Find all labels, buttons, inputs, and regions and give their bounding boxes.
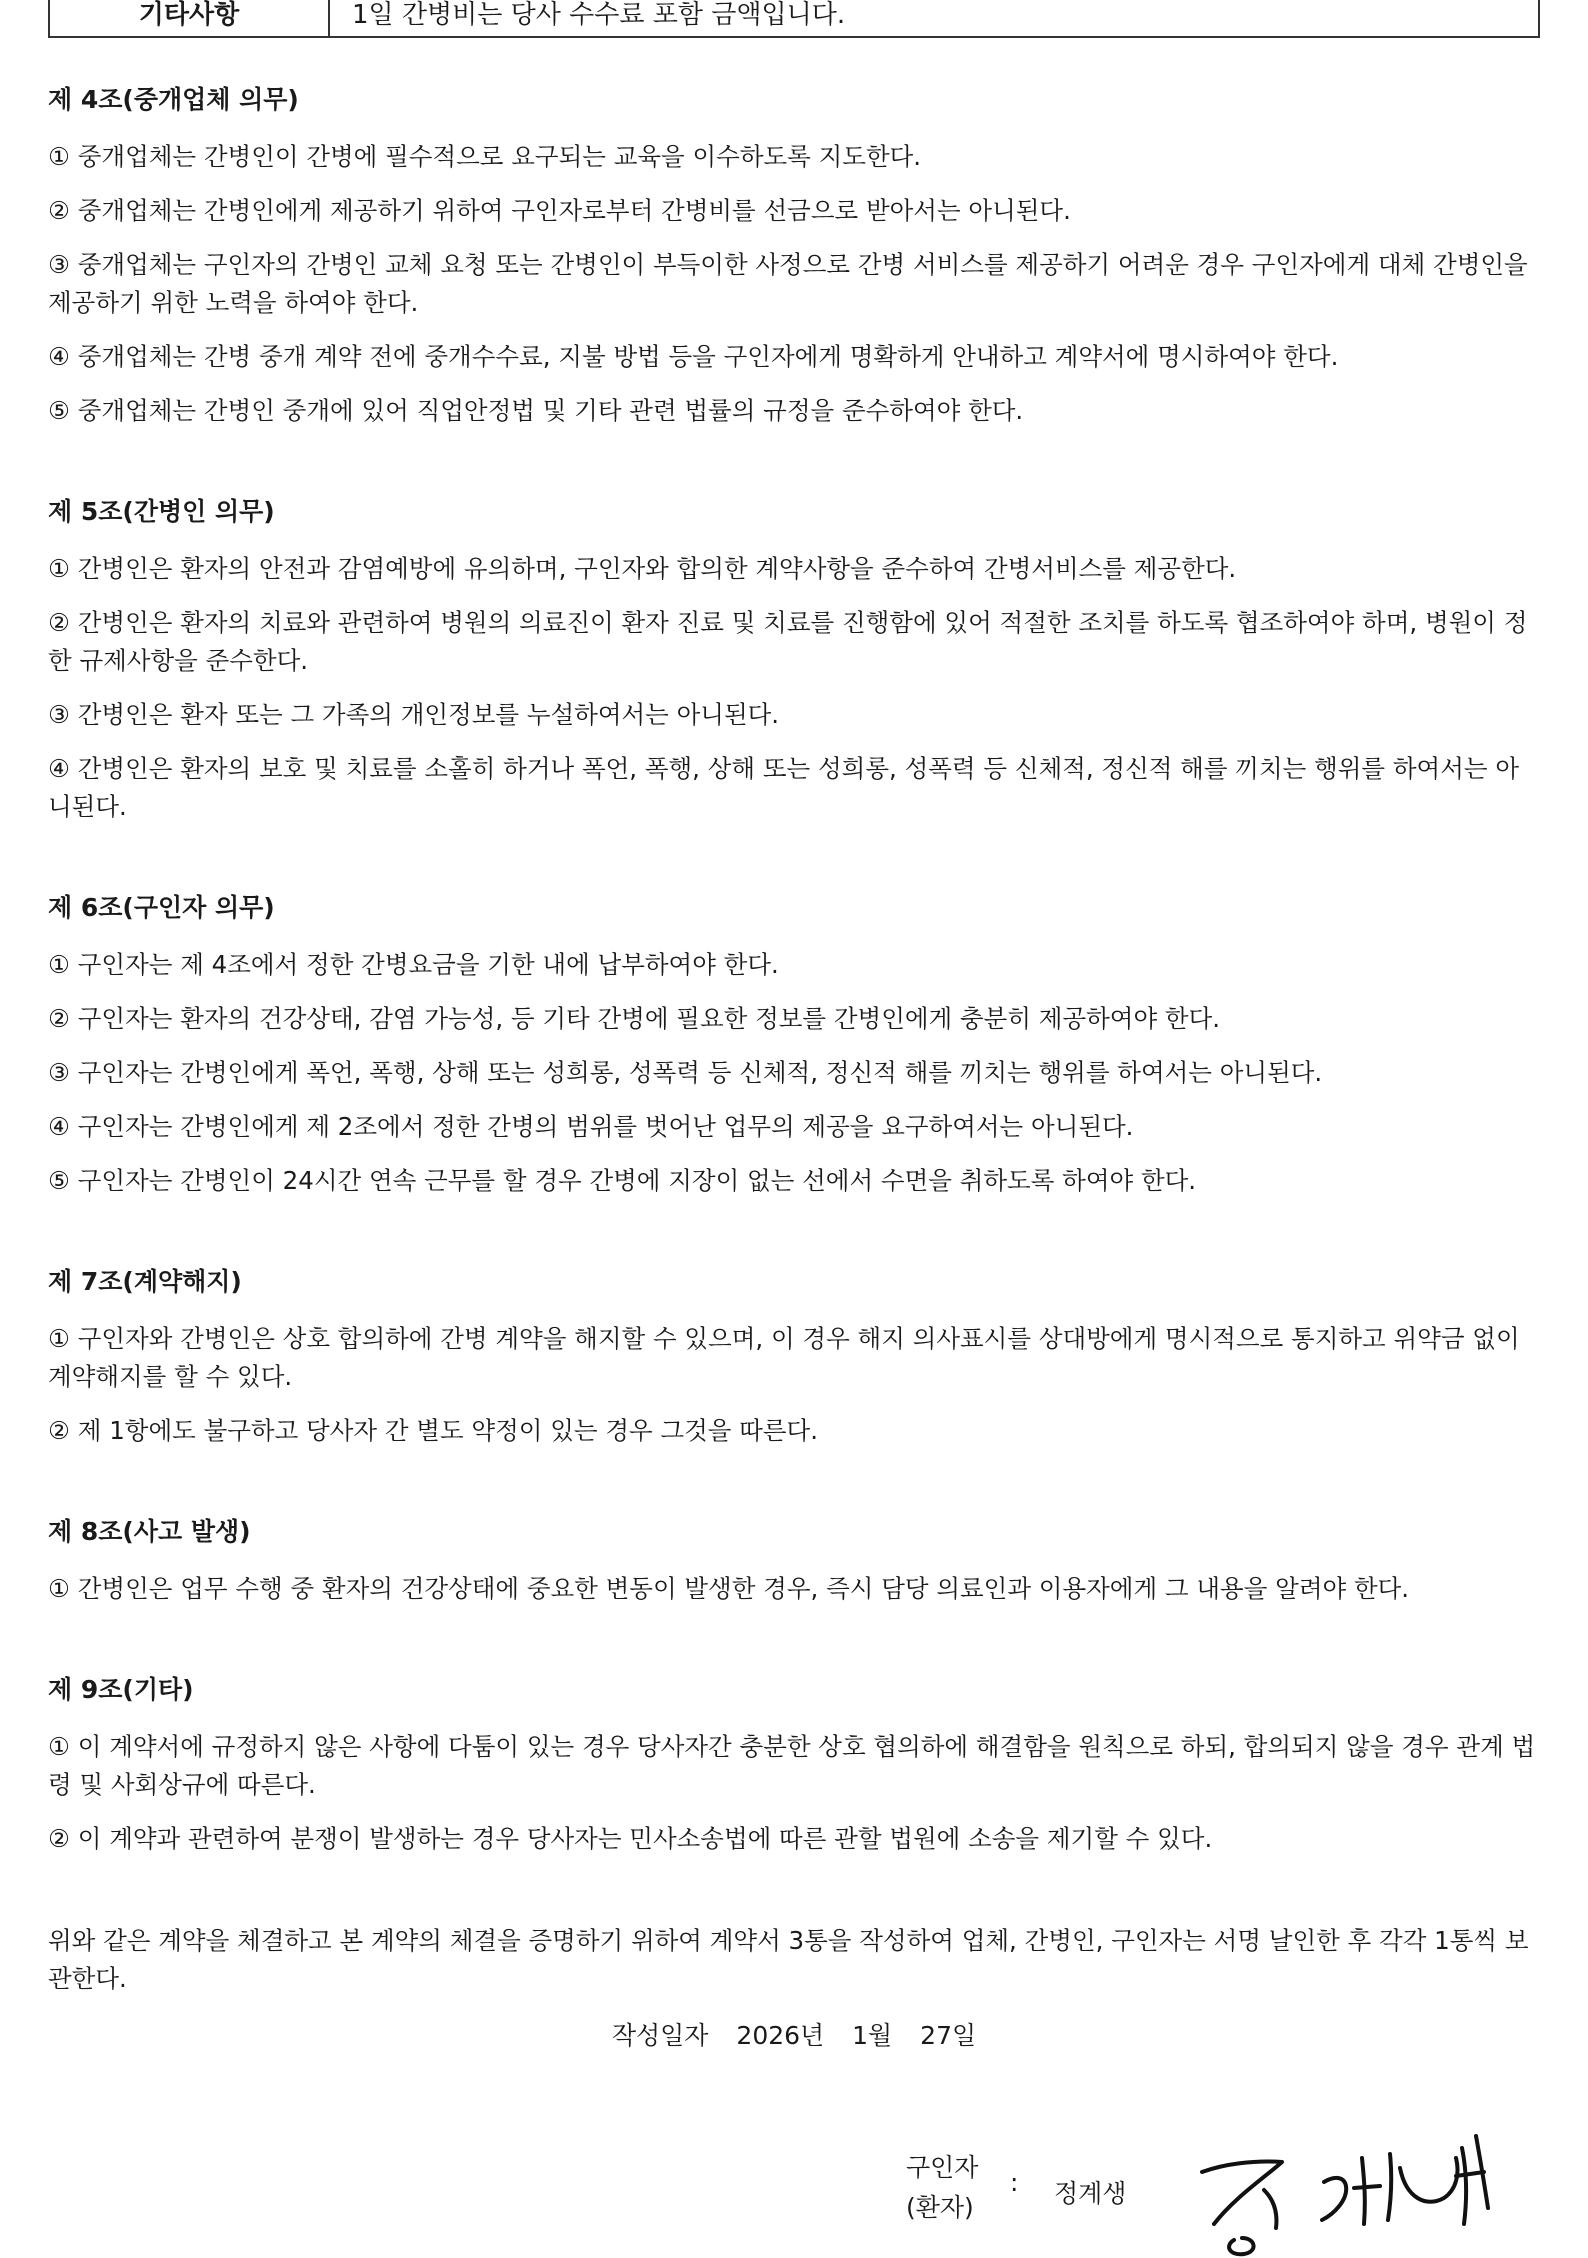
clause: ② 간병인은 환자의 치료와 관련하여 병원의 의료진이 환자 진료 및 치료를 진행함에 있어 적절한 조치를 하도록 협조하여야 하며, 병원이 정한 규제사항을 준수한다. xyxy=(48,608,1528,675)
article-9 xyxy=(48,1672,1538,1858)
date-label: 작성일자 xyxy=(611,2021,709,2050)
clause: ① 중개업체는 간병인이 간병에 필수적으로 요구되는 교육을 이수하도록 지도한다. xyxy=(48,142,922,171)
date-day: 27일 xyxy=(920,2021,977,2050)
clause: ② 제 1항에도 불구하고 당사자 간 별도 약정이 있는 경우 그것을 따른다. xyxy=(48,1416,819,1445)
clause: ③ 중개업체는 구인자의 간병인 교체 요청 또는 간병인이 부득이한 사정으로 간병 서비스를 제공하기 어려운 경우 구인자에게 대체 간병인을 제공하기 위한 노력을 하여야 한다. xyxy=(48,250,1528,317)
signer-role xyxy=(906,2148,978,2228)
signer-role-line1: 구인자 xyxy=(906,2153,979,2182)
clause: ⑤ 구인자는 간병인이 24시간 연속 근무를 할 경우 간병에 지장이 없는 선에서 수면을 취하도록 하여야 한다. xyxy=(48,1166,1197,1195)
date-line xyxy=(0,2016,1588,2056)
article-5 xyxy=(48,494,1538,826)
clause: ① 간병인은 환자의 안전과 감염예방에 유의하며, 구인자와 합의한 계약사항을 준수하여 간병서비스를 제공한다. xyxy=(48,554,1237,583)
clause: ② 중개업체는 간병인에게 제공하기 위하여 구인자로부터 간병비를 선금으로 받아서는 아니된다. xyxy=(48,196,1071,225)
handwritten-signature-icon xyxy=(1194,2128,1534,2258)
remarks-label: 기타사항 xyxy=(50,0,330,36)
clause: ② 이 계약과 관련하여 분쟁이 발생하는 경우 당사자는 민사소송법에 따른 관할 법원에 소송을 제기할 수 있다. xyxy=(48,1824,1213,1853)
article-8 xyxy=(48,1514,1538,1608)
signature-block xyxy=(906,2138,1546,2248)
signer-colon: : xyxy=(1010,2168,1019,2197)
article-4 xyxy=(48,82,1538,430)
clause: ① 간병인은 업무 수행 중 환자의 건강상태에 중요한 변동이 발생한 경우, 즉시 담당 의료인과 이용자에게 그 내용을 알려야 한다. xyxy=(48,1574,1410,1603)
article-title: 제 9조(기타) xyxy=(48,1675,194,1704)
clause: ① 구인자는 제 4조에서 정한 간병요금을 기한 내에 납부하여야 한다. xyxy=(48,950,779,979)
clause: ② 구인자는 환자의 건강상태, 감염 가능성, 등 기타 간병에 필요한 정보를 간병인에게 충분히 제공하여야 한다. xyxy=(48,1004,1221,1033)
article-7 xyxy=(48,1264,1538,1450)
article-title: 제 7조(계약해지) xyxy=(48,1267,242,1296)
article-title: 제 8조(사고 발생) xyxy=(48,1517,251,1546)
clause: ① 구인자와 간병인은 상호 합의하에 간병 계약을 해지할 수 있으며, 이 경우 해지 의사표시를 상대방에게 명시적으로 통지하고 위약금 없이 계약해지를 할 수 있다. xyxy=(48,1324,1520,1391)
clause: ③ 구인자는 간병인에게 폭언, 폭행, 상해 또는 성희롱, 성폭력 등 신체적, 정신적 해를 끼치는 행위를 하여서는 아니된다. xyxy=(48,1058,1323,1087)
clause: ④ 중개업체는 간병 중개 계약 전에 중개수수료, 지불 방법 등을 구인자에게 명확하게 안내하고 계약서에 명시하여야 한다. xyxy=(48,342,1339,371)
closing-statement: 위와 같은 계약을 체결하고 본 계약의 체결을 증명하기 위하여 계약서 3통을 작성하여 업체, 간병인, 구인자는 서명 날인한 후 각각 1통씩 보관한다. xyxy=(48,1926,1529,1993)
clause: ① 이 계약서에 규정하지 않은 사항에 다툼이 있는 경우 당사자간 충분한 상호 협의하에 해결함을 원칙으로 하되, 합의되지 않을 경우 관계 법령 및 사회상규에 따른다. xyxy=(48,1732,1536,1799)
article-title: 제 5조(간병인 의무) xyxy=(48,497,275,526)
article-6 xyxy=(48,890,1538,1200)
signer-name: 정계생 xyxy=(1054,2179,1127,2208)
article-title: 제 4조(중개업체 의무) xyxy=(48,85,299,114)
clause: ⑤ 중개업체는 간병인 중개에 있어 직업안정법 및 기타 관련 법률의 규정을 준수하여야 한다. xyxy=(48,396,1024,425)
clause: ④ 구인자는 간병인에게 제 2조에서 정한 간병의 범위를 벗어난 업무의 제공을 요구하여서는 아니된다. xyxy=(48,1112,1134,1141)
signer-role-line2: (환자) xyxy=(906,2193,974,2222)
clause: ④ 간병인은 환자의 보호 및 치료를 소홀히 하거나 폭언, 폭행, 상해 또는 성희롱, 성폭력 등 신체적, 정신적 해를 끼치는 행위를 하여서는 아니된다. xyxy=(48,754,1520,821)
remarks-value: 1일 간병비는 당사 수수료 포함 금액입니다. xyxy=(352,0,846,30)
date-month: 1월 xyxy=(852,2021,893,2050)
date-year: 2026년 xyxy=(736,2021,825,2050)
clause: ③ 간병인은 환자 또는 그 가족의 개인정보를 누설하여서는 아니된다. xyxy=(48,700,780,729)
remarks-table-row xyxy=(48,0,1540,38)
article-title: 제 6조(구인자 의무) xyxy=(48,893,275,922)
contract-body xyxy=(48,82,1538,1998)
